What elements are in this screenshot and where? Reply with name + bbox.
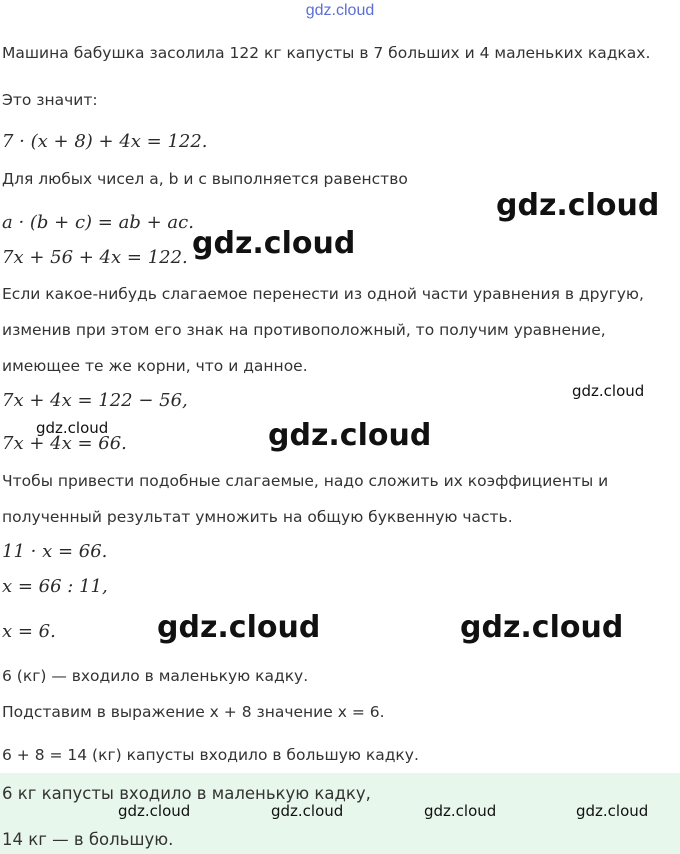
watermark-top: gdz.cloud xyxy=(305,2,375,19)
watermark: gdz.cloud xyxy=(271,802,344,820)
rule-text-3: изменив при этом его знак на противоположный, то получим уравнение, xyxy=(2,321,606,339)
equation-7: x = 66 : 11, xyxy=(2,576,108,597)
answer-line-1: 6 кг капусты входило в маленькую кадку, xyxy=(2,784,371,803)
watermark: gdz.cloud xyxy=(157,610,321,645)
equation-6: 11 · x = 66. xyxy=(2,541,108,562)
equation-2: a · (b + c) = ab + ac. xyxy=(2,212,194,233)
watermark: gdz.cloud xyxy=(268,418,432,453)
watermark: gdz.cloud xyxy=(572,382,645,400)
result-text-1: 6 (кг) — входило в маленькую кадку. xyxy=(2,667,309,685)
equation-5: 7x + 4x = 66. xyxy=(2,433,127,454)
substitute-text: Подставим в выражение x + 8 значение x = 6. xyxy=(2,703,385,721)
watermark: gdz.cloud xyxy=(424,802,497,820)
rule-text-2: Если какое-нибудь слагаемое перенести из одной части уравнения в другую, xyxy=(2,285,644,303)
result-text-2: 6 + 8 = 14 (кг) капусты входило в большую кадку. xyxy=(2,746,419,764)
watermark: gdz.cloud xyxy=(118,802,191,820)
watermark: gdz.cloud xyxy=(460,610,624,645)
problem-text: Машина бабушка засолила 122 кг капусты в 7 больших и 4 маленьких кадках. xyxy=(2,44,651,62)
answer-line-2: 14 кг — в большую. xyxy=(2,830,174,849)
rule-text-4: имеющее те же корни, что и данное. xyxy=(2,357,308,375)
rule-text: Для любых чисел a, b и c выполняется равенство xyxy=(2,170,408,188)
rule-text-5: Чтобы привести подобные слагаемые, надо сложить их коэффициенты и xyxy=(2,472,609,490)
rule-text-6: полученный результат умножить на общую буквенную часть. xyxy=(2,508,513,526)
equation-4: 7x + 4x = 122 − 56, xyxy=(2,390,188,411)
watermark: gdz.cloud xyxy=(36,419,109,437)
intro-text: Это значит: xyxy=(2,91,98,109)
equation-3: 7x + 56 + 4x = 122. xyxy=(2,247,188,268)
watermark: gdz.cloud xyxy=(496,188,660,223)
equation-8: x = 6. xyxy=(2,621,56,642)
equation-1: 7 · (x + 8) + 4x = 122. xyxy=(2,131,208,152)
watermark: gdz.cloud xyxy=(192,226,356,261)
watermark: gdz.cloud xyxy=(576,802,649,820)
